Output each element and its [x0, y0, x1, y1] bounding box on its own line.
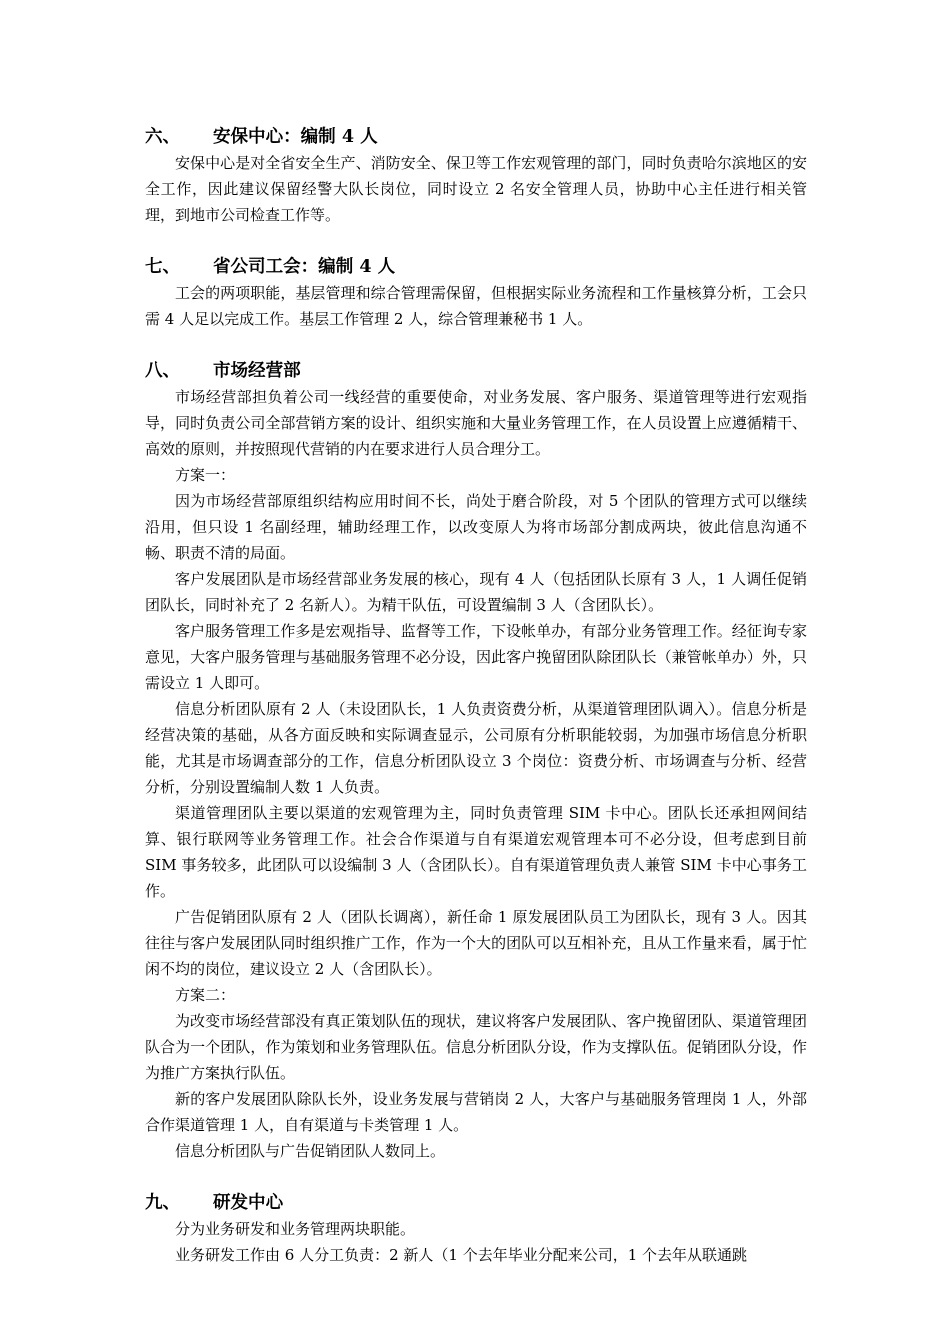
paragraph: 广告促销团队原有 2 人（团队长调离），新任命 1 原发展团队员工为团队长，现有 3 人。因其往往与客户发展团队同时组织推广工作，作为一个大的团队可以互相补充，且从工作量来看，属于忙闲不均的岗位，建议设立 2 人（含团队长）。	[145, 908, 807, 978]
paragraph: 客户服务管理工作多是宏观指导、监督等工作，下设帐单办，有部分业务管理工作。经征询专家意见，大客户服务管理与基础服务管理不必分设，因此客户挽留团队除团队长（兼管帐单办）外，只需设立 1 人即可。	[145, 622, 807, 692]
section-title: 安保中心：编制 4 人	[213, 127, 378, 147]
paragraph: 信息分析团队原有 2 人（未设团队长，1 人负责资费分析，从渠道管理团队调入）。信息分析是经营决策的基础，从各方面反映和实际调查显示，公司原有分析职能较弱，为加强市场信息分析职能，尤其是市场调查部分的工作，信息分析团队设立 3 个岗位：资费分析、市场调查与分析、经营分析，分别设置编制人数 1 人负责。	[145, 700, 807, 796]
section-heading	[145, 1190, 807, 1216]
section-title: 省公司工会：编制 4 人	[213, 257, 396, 277]
section-number: 八、	[145, 361, 181, 381]
section-number: 九、	[145, 1193, 181, 1213]
paragraph: 新的客户发展团队除队长外，设业务发展与营销岗 2 人，大客户与基础服务管理岗 1 人，外部合作渠道管理 1 人，自有渠道与卡类管理 1 人。	[145, 1090, 807, 1134]
document-body	[145, 124, 807, 1268]
section-heading	[145, 124, 807, 150]
paragraph: 客户发展团队是市场经营部业务发展的核心，现有 4 人（包括团队长原有 3 人，1 人调任促销团队长，同时补充了 2 名新人）。为精干队伍，可设置编制 3 人（含团队长）。	[145, 570, 807, 614]
section-title: 市场经营部	[213, 361, 301, 381]
paragraph: 为改变市场经营部没有真正策划队伍的现状，建议将客户发展团队、客户挽留团队、渠道管理团队合为一个团队，作为策划和业务管理队伍。信息分析团队分设，作为支撑队伍。促销团队分设，作为推广方案执行队伍。	[145, 1012, 807, 1082]
plan-label: 方案二：	[175, 986, 236, 1004]
section-number: 七、	[145, 257, 181, 277]
section-marketing-department	[145, 358, 807, 1164]
paragraph: 分为业务研发和业务管理两块职能。	[175, 1220, 416, 1238]
section-heading	[145, 254, 807, 280]
paragraph: 市场经营部担负着公司一线经营的重要使命，对业务发展、客户服务、渠道管理等进行宏观指导，同时负责公司全部营销方案的设计、组织实施和大量业务管理工作，在人员设置上应遵循精干、高效的原则，并按照现代营销的内在要求进行人员合理分工。	[145, 388, 807, 458]
section-heading	[145, 358, 807, 384]
paragraph: 安保中心是对全省安全生产、消防安全、保卫等工作宏观管理的部门，同时负责哈尔滨地区的安全工作，因此建议保留经警大队长岗位，同时设立 2 名安全管理人员，协助中心主任进行相关管理，到地市公司检查工作等。	[145, 154, 807, 224]
plan-label: 方案一：	[175, 466, 236, 484]
paragraph: 业务研发工作由 6 人分工负责：2 新人（1 个去年毕业分配来公司，1 个去年从联通跳	[175, 1246, 748, 1264]
section-title: 研发中心	[213, 1193, 284, 1213]
section-labor-union	[145, 254, 807, 332]
paragraph: 因为市场经营部原组织结构应用时间不长，尚处于磨合阶段，对 5 个团队的管理方式可以继续沿用，但只设 1 名副经理，辅助经理工作，以改变原人为将市场部分割成两块，彼此信息沟通不畅、职责不清的局面。	[145, 492, 807, 562]
paragraph: 工会的两项职能，基层管理和综合管理需保留，但根据实际业务流程和工作量核算分析，工会只需 4 人足以完成工作。基层工作管理 2 人，综合管理兼秘书 1 人。	[145, 284, 807, 328]
section-security-center	[145, 124, 807, 228]
paragraph: 渠道管理团队主要以渠道的宏观管理为主，同时负责管理 SIM 卡中心。团队长还承担网间结算、银行联网等业务管理工作。社会合作渠道与自有渠道宏观管理本可不必分设，但考虑到目前 SIM 事务较多，此团队可以设编制 3 人（含团队长）。自有渠道管理负责人兼管 SIM 卡中心事务工作。	[145, 804, 807, 900]
paragraph: 信息分析团队与广告促销团队人数同上。	[175, 1142, 446, 1160]
section-rd-center	[145, 1190, 807, 1268]
section-number: 六、	[145, 127, 181, 147]
